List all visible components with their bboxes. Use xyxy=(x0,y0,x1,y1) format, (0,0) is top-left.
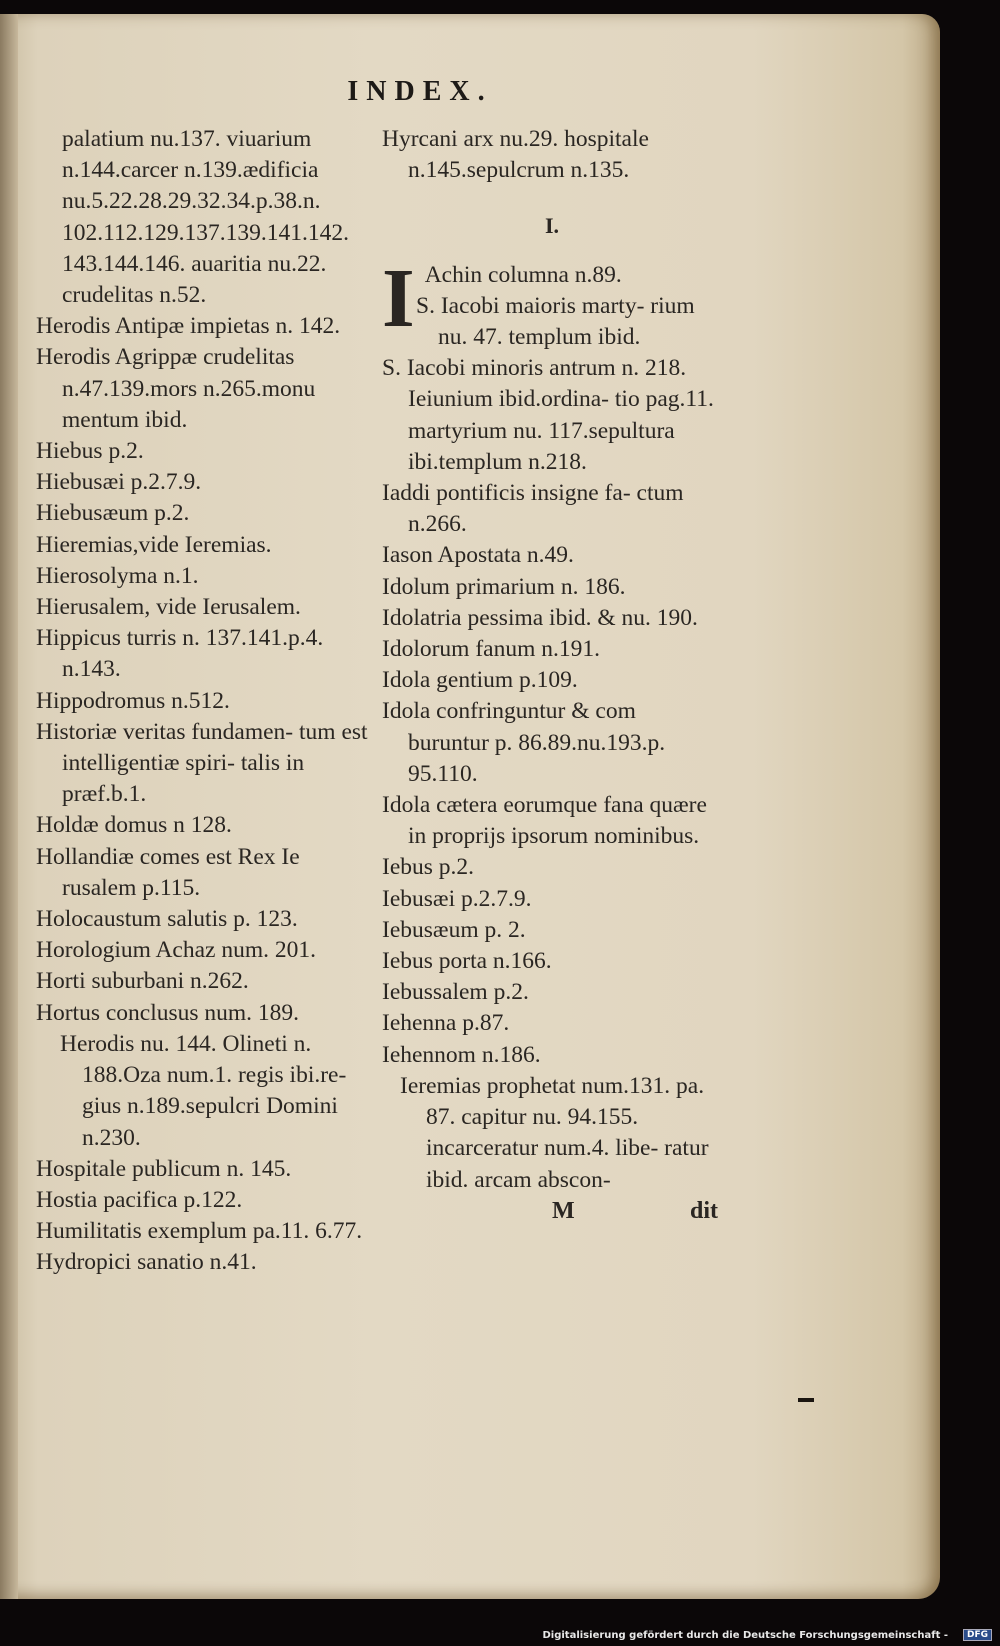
index-entry: Hiebus p.2. xyxy=(36,438,144,465)
index-entry: Holdæ domus n 128. xyxy=(36,812,232,839)
running-head: INDEX. xyxy=(347,76,493,107)
index-entry: S. Iacobi minoris antrum n. 218. Ieiunium ibid.ordina- tio pag.11. martyrium nu. 117.sepultura ibi.templum n.218. xyxy=(382,355,714,475)
index-entry: Hydropici sanatio n.41. xyxy=(36,1249,257,1276)
catchword-line xyxy=(382,1196,722,1227)
index-entry: Iebusæum p. 2. xyxy=(382,916,526,943)
book-page xyxy=(0,14,940,1599)
index-entry: Iason Apostata n.49. xyxy=(382,542,574,569)
index-entry: Hippicus turris n. 137.141.p.4. n.143. xyxy=(36,625,324,683)
index-entry: Hiebusæum p.2. xyxy=(36,500,190,527)
index-entry: Iehennom n.186. xyxy=(382,1041,541,1068)
right-column xyxy=(382,124,722,1227)
page-binding-edge xyxy=(0,14,18,1599)
ink-mark xyxy=(798,1398,814,1402)
index-entry: Idola confringuntur & com buruntur p. 86.89.nu.193.p. 95.110. xyxy=(382,698,666,787)
index-entry: Humilitatis exemplum pa.11. 6.77. xyxy=(36,1218,363,1245)
index-entry: Idola cætera eorumque fana quære in proprijs ipsorum nominibus. xyxy=(382,792,707,850)
index-entry: Herodis Agrippæ crudelitas n.47.139.mors n.265.monu mentum ibid. xyxy=(36,344,316,433)
catchword: dit xyxy=(689,1197,718,1224)
index-entry: Iebus p.2. xyxy=(382,854,475,881)
index-entry: Iebus porta n.166. xyxy=(382,948,552,975)
left-column xyxy=(36,124,368,1279)
index-entry: Horti suburbani n.262. xyxy=(36,968,249,995)
index-entry: Hierusalem, vide Ierusalem. xyxy=(36,594,301,621)
signature-mark: M xyxy=(552,1197,575,1224)
dfg-logo-badge: DFG xyxy=(963,1629,992,1641)
index-entry: Hollandiæ comes est Rex Ie rusalem p.115. xyxy=(36,843,300,901)
index-entry: Idolum primarium n. 186. xyxy=(382,573,626,600)
index-entry: Hiebusæi p.2.7.9. xyxy=(36,469,202,496)
index-entry: Hospitale publicum n. 145. xyxy=(36,1155,292,1182)
section-letter-heading: I. xyxy=(544,213,560,239)
index-entry: S. Iacobi maioris marty- rium nu. 47. templum ibid. xyxy=(416,292,695,351)
index-entry: Hippodromus n.512. xyxy=(36,687,230,714)
index-entry: Historiæ veritas fundamen- tum est intelligentiæ spiri- talis in præf.b.1. xyxy=(36,718,368,808)
index-entry: Ieremias prophetat num.131. pa. 87. capitur nu. 94.155. incarceratur num.4. libe- ratur ibid. arcam abscon- xyxy=(400,1072,709,1193)
index-entry: Herodis Antipæ impietas n. 142. xyxy=(36,313,341,340)
index-entry: Hyrcani arx nu.29. hospitale n.145.sepulcrum n.135. xyxy=(382,126,649,184)
index-entry-text: Achin columna n.89. xyxy=(424,261,622,288)
index-entry: Iaddi pontificis insigne fa- ctum n.266. xyxy=(382,480,684,538)
index-entry: Idolorum fanum n.191. xyxy=(382,636,600,663)
digitization-credit: Digitalisierung gefördert durch die Deutsche Forschungsgemeinschaft - xyxy=(542,1630,948,1641)
index-entry: Holocaustum salutis p. 123. xyxy=(36,906,298,933)
index-subentry: Herodis nu. 144. Olineti n. 188.Oza num.1. regis ibi.re- gius n.189.sepulcri Domini n.230. xyxy=(60,1030,347,1151)
index-entry: Idolatria pessima ibid. & nu. 190. xyxy=(382,604,698,631)
index-entry: Iebusæi p.2.7.9. xyxy=(382,885,532,912)
index-entry: Hostia pacifica p.122. xyxy=(36,1186,243,1213)
index-entry: Iehenna p.87. xyxy=(382,1010,510,1037)
index-entry: Hieremias,vide Ieremias. xyxy=(36,531,272,558)
index-entry: palatium nu.137. viuarium n.144.carcer n.139.ædificia nu.5.22.28.29.32.34.p.38.n. 102.112.129.137.139.141.142. 143.144.146. auaritia nu.22. crudelitas n.52. xyxy=(62,126,350,309)
index-entry: Horologium Achaz num. 201. xyxy=(36,937,317,964)
index-entry: Hortus conclusus num. 189. xyxy=(36,999,300,1026)
decorated-initial: I xyxy=(382,251,415,345)
index-entry: Iebussalem p.2. xyxy=(382,979,529,1006)
index-entry: Idola gentium p.109. xyxy=(382,667,578,694)
index-entry: Hierosolyma n.1. xyxy=(36,562,199,589)
